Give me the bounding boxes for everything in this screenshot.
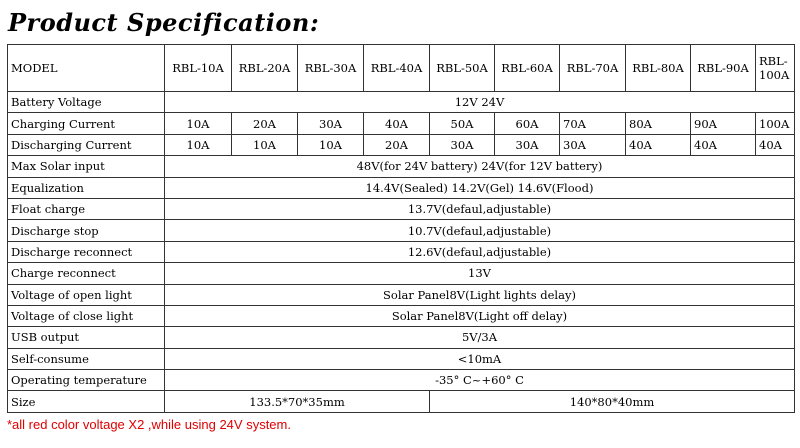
footnote: *all red color voltage X2 ,while using 24V system. xyxy=(7,417,291,432)
value-cell: 40A xyxy=(626,134,691,155)
value-cell: 100A xyxy=(756,113,795,134)
model-cell: RBL-50A xyxy=(430,45,495,92)
row-value: <10mA xyxy=(165,348,795,369)
row-value: Solar Panel8V(Light lights delay) xyxy=(165,284,795,305)
table-row-discharging-current xyxy=(8,134,795,155)
table-row-operating-temperature xyxy=(8,370,795,391)
row-label: Size xyxy=(8,391,165,412)
row-label: Discharge stop xyxy=(8,220,165,241)
model-cell: RBL-10A xyxy=(165,45,232,92)
row-label: Self-consume xyxy=(8,348,165,369)
row-value: 12.6V(defaul,adjustable) xyxy=(165,241,795,262)
value-cell: 70A xyxy=(560,113,626,134)
row-label: Operating temperature xyxy=(8,370,165,391)
model-cell: RBL-20A xyxy=(232,45,298,92)
table-row-model xyxy=(8,45,795,92)
row-value: Solar Panel8V(Light off delay) xyxy=(165,305,795,326)
row-label: Voltage of open light xyxy=(8,284,165,305)
row-value: 48V(for 24V battery) 24V(for 12V battery) xyxy=(165,156,795,177)
row-value: 13.7V(defaul,adjustable) xyxy=(165,198,795,219)
row-label: Discharging Current xyxy=(8,134,165,155)
value-cell: 40A xyxy=(364,113,430,134)
row-value: 12V 24V xyxy=(165,92,795,113)
row-value: 5V/3A xyxy=(165,327,795,348)
table-row-charge-reconnect xyxy=(8,263,795,284)
table-row-float-charge xyxy=(8,198,795,219)
row-value: 140*80*40mm xyxy=(430,391,795,412)
model-cell: RBL-60A xyxy=(495,45,560,92)
value-cell: 40A xyxy=(691,134,756,155)
row-label: Equalization xyxy=(8,177,165,198)
table-row-battery-voltage xyxy=(8,92,795,113)
value-cell: 90A xyxy=(691,113,756,134)
row-value: 133.5*70*35mm xyxy=(165,391,430,412)
value-cell: 10A xyxy=(165,113,232,134)
row-label: Battery Voltage xyxy=(8,92,165,113)
table-row-discharge-stop xyxy=(8,220,795,241)
table-row-size xyxy=(8,391,795,412)
row-label: Discharge reconnect xyxy=(8,241,165,262)
row-value: -35° C~+60° C xyxy=(165,370,795,391)
row-label: Charging Current xyxy=(8,113,165,134)
spec-table xyxy=(7,44,795,413)
model-cell: RBL-100A xyxy=(756,45,795,92)
row-label: Voltage of close light xyxy=(8,305,165,326)
model-cell: RBL-40A xyxy=(364,45,430,92)
value-cell: 20A xyxy=(232,113,298,134)
value-cell: 30A xyxy=(430,134,495,155)
model-cell: RBL-30A xyxy=(298,45,364,92)
table-row-charging-current xyxy=(8,113,795,134)
value-cell: 50A xyxy=(430,113,495,134)
model-cell: RBL-70A xyxy=(560,45,626,92)
value-cell: 20A xyxy=(364,134,430,155)
row-label: USB output xyxy=(8,327,165,348)
model-cell: RBL-80A xyxy=(626,45,691,92)
value-cell: 60A xyxy=(495,113,560,134)
row-label: Charge reconnect xyxy=(8,263,165,284)
model-cell: RBL-90A xyxy=(691,45,756,92)
row-label: MODEL xyxy=(8,45,165,92)
page-title: Product Specification: xyxy=(8,8,320,37)
value-cell: 30A xyxy=(298,113,364,134)
row-label: Float charge xyxy=(8,198,165,219)
table-row-equalization xyxy=(8,177,795,198)
value-cell: 80A xyxy=(626,113,691,134)
table-row-discharge-reconnect xyxy=(8,241,795,262)
row-value: 13V xyxy=(165,263,795,284)
value-cell: 10A xyxy=(298,134,364,155)
value-cell: 30A xyxy=(495,134,560,155)
row-value: 10.7V(defaul,adjustable) xyxy=(165,220,795,241)
row-label: Max Solar input xyxy=(8,156,165,177)
value-cell: 10A xyxy=(165,134,232,155)
value-cell: 10A xyxy=(232,134,298,155)
table-row-voltage-open-light xyxy=(8,284,795,305)
table-row-voltage-close-light xyxy=(8,305,795,326)
value-cell: 40A xyxy=(756,134,795,155)
row-value: 14.4V(Sealed) 14.2V(Gel) 14.6V(Flood) xyxy=(165,177,795,198)
table-row-usb-output xyxy=(8,327,795,348)
table-row-self-consume xyxy=(8,348,795,369)
table-row-max-solar-input xyxy=(8,156,795,177)
value-cell: 30A xyxy=(560,134,626,155)
